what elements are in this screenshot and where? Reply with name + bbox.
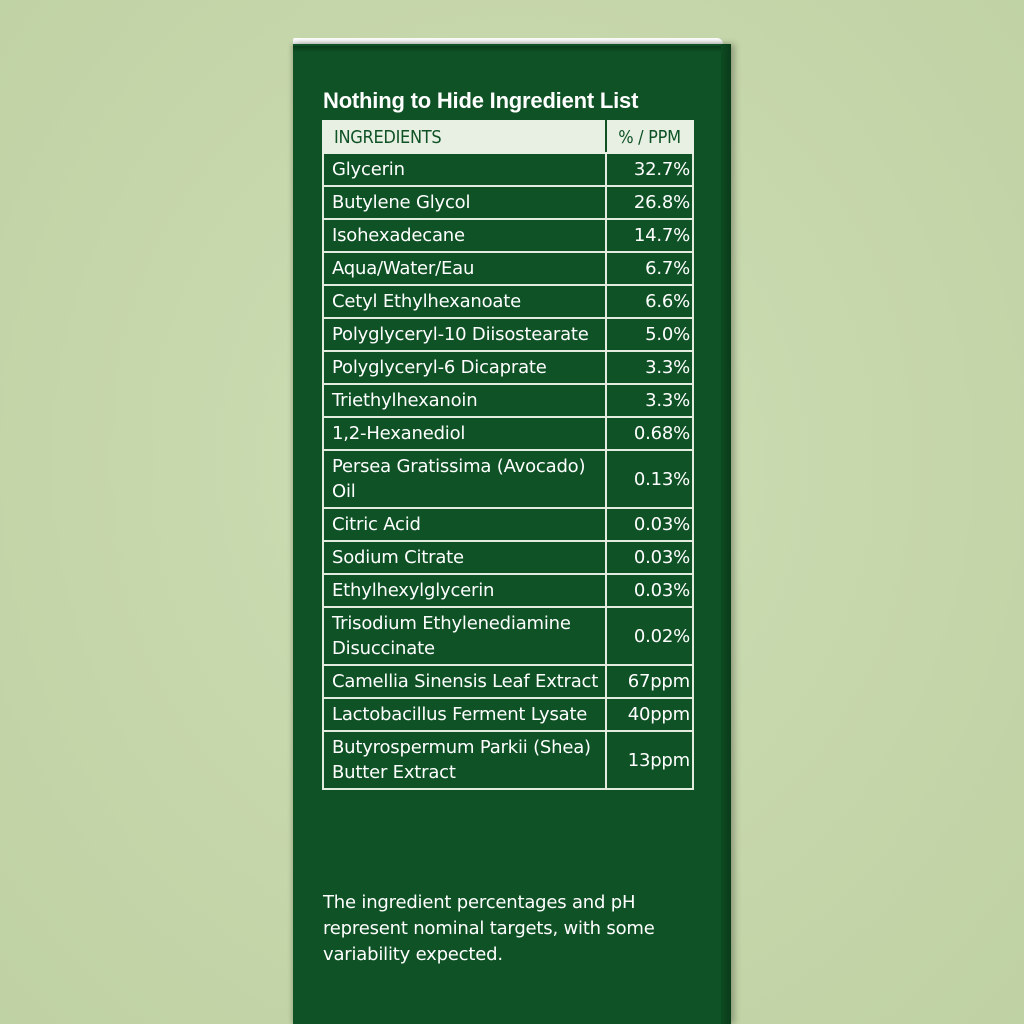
ingredient-name: Polyglyceryl-10 Diisostearate bbox=[323, 318, 606, 351]
table-row bbox=[323, 252, 693, 285]
ingredients-column-header: INGREDIENTS bbox=[323, 121, 606, 153]
ingredient-amount: 32.7% bbox=[606, 153, 693, 186]
table-row bbox=[323, 574, 693, 607]
ingredient-name: Citric Acid bbox=[323, 508, 606, 541]
ingredient-name: Glycerin bbox=[323, 153, 606, 186]
ingredient-name: Butylene Glycol bbox=[323, 186, 606, 219]
table-row bbox=[323, 318, 693, 351]
ingredient-name: Sodium Citrate bbox=[323, 541, 606, 574]
ingredient-amount: 3.3% bbox=[606, 351, 693, 384]
ingredient-name: Butyrospermum Parkii (Shea) Butter Extract bbox=[323, 731, 606, 789]
ingredient-name: Isohexadecane bbox=[323, 219, 606, 252]
ingredient-amount: 13ppm bbox=[606, 731, 693, 789]
table-header-row bbox=[323, 121, 693, 153]
ingredient-amount: 0.02% bbox=[606, 607, 693, 665]
table-row bbox=[323, 607, 693, 665]
ingredient-amount: 0.13% bbox=[606, 450, 693, 508]
ingredient-name: Triethylhexanoin bbox=[323, 384, 606, 417]
table-row bbox=[323, 351, 693, 384]
ingredient-name: Trisodium Ethylenediamine Disuccinate bbox=[323, 607, 606, 665]
amount-column-header: % / PPM bbox=[606, 121, 693, 153]
ingredient-amount: 5.0% bbox=[606, 318, 693, 351]
ingredient-amount: 0.03% bbox=[606, 574, 693, 607]
ingredient-name: Polyglyceryl-6 Dicaprate bbox=[323, 351, 606, 384]
box-side-edge bbox=[721, 44, 731, 1024]
ingredient-name: Lactobacillus Ferment Lysate bbox=[323, 698, 606, 731]
ingredient-name: Ethylhexylglycerin bbox=[323, 574, 606, 607]
table-row bbox=[323, 384, 693, 417]
ingredient-name: Camellia Sinensis Leaf Extract bbox=[323, 665, 606, 698]
box-lid-shadow bbox=[293, 46, 731, 52]
table-row bbox=[323, 186, 693, 219]
table-row bbox=[323, 698, 693, 731]
table-row bbox=[323, 541, 693, 574]
ingredient-amount: 0.03% bbox=[606, 508, 693, 541]
table-row bbox=[323, 665, 693, 698]
ingredient-amount: 0.03% bbox=[606, 541, 693, 574]
ingredient-list-title: Nothing to Hide Ingredient List bbox=[323, 88, 639, 113]
table-row bbox=[323, 731, 693, 789]
ingredient-name: Aqua/Water/Eau bbox=[323, 252, 606, 285]
table-row bbox=[323, 219, 693, 252]
ingredient-name: 1,2-Hexanediol bbox=[323, 417, 606, 450]
footnote: The ingredient percentages and pH represent nominal targets, with some variability expected. bbox=[323, 892, 655, 965]
ingredient-amount: 6.7% bbox=[606, 252, 693, 285]
ingredient-amount: 0.68% bbox=[606, 417, 693, 450]
ingredient-amount: 40ppm bbox=[606, 698, 693, 731]
table-row bbox=[323, 285, 693, 318]
ingredient-amount: 3.3% bbox=[606, 384, 693, 417]
ingredient-amount: 67ppm bbox=[606, 665, 693, 698]
table-row bbox=[323, 508, 693, 541]
ingredient-table bbox=[322, 120, 694, 790]
ingredient-name: Persea Gratissima (Avocado) Oil bbox=[323, 450, 606, 508]
ingredient-amount: 26.8% bbox=[606, 186, 693, 219]
table-row bbox=[323, 450, 693, 508]
ingredient-amount: 6.6% bbox=[606, 285, 693, 318]
table-row bbox=[323, 153, 693, 186]
ingredient-amount: 14.7% bbox=[606, 219, 693, 252]
ingredient-name: Cetyl Ethylhexanoate bbox=[323, 285, 606, 318]
table-row bbox=[323, 417, 693, 450]
